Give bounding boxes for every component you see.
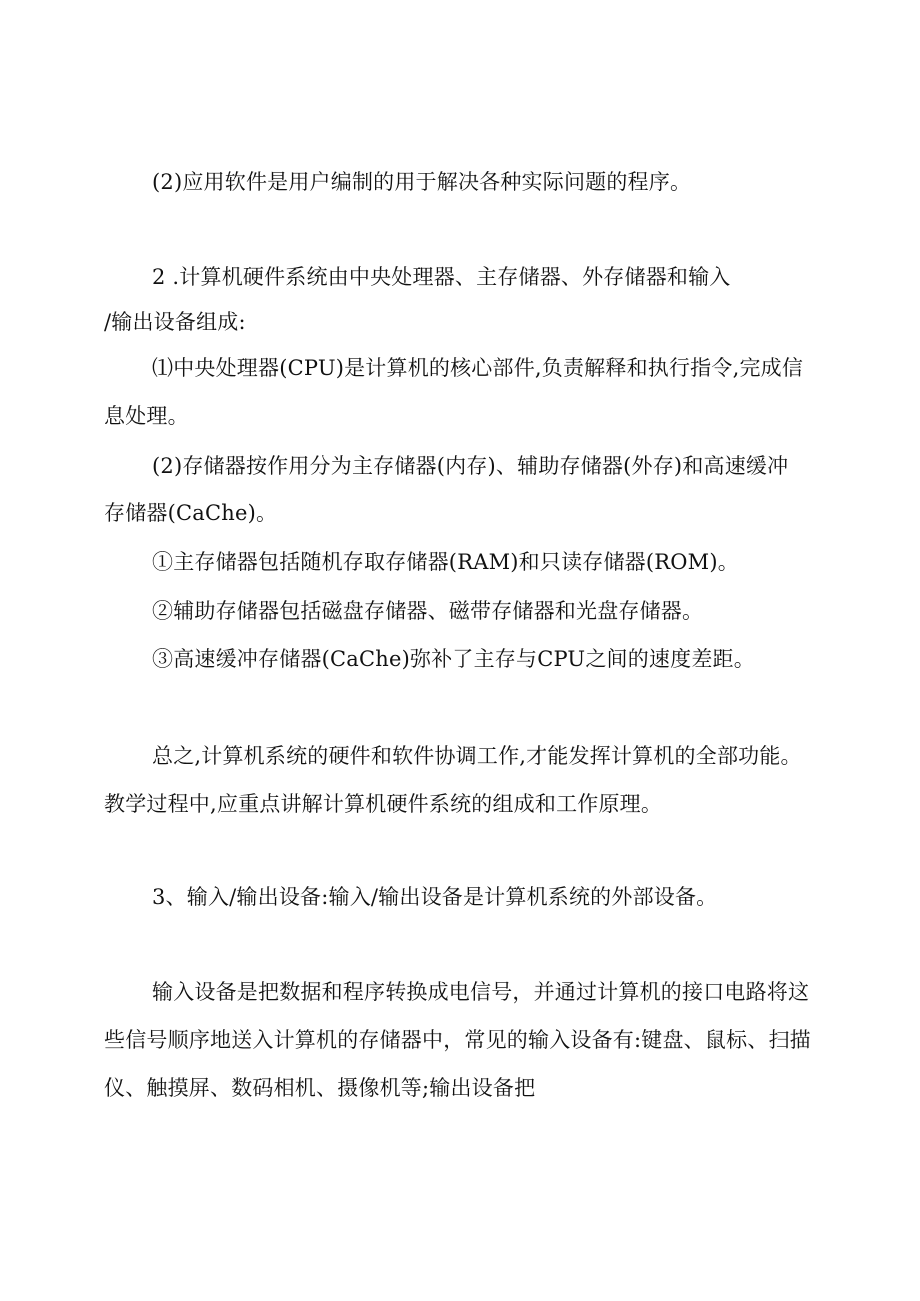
paragraph-line-7: 存储器(CaChe)。 bbox=[104, 501, 278, 525]
paragraph-line-3: /输出设备组成: bbox=[104, 310, 246, 334]
list-item-ram-rom: ①主存储器包括随机存取存储器(RAM)和只读存储器(ROM)。 bbox=[152, 550, 739, 574]
paragraph-line-2: 2 .计算机硬件系统由中央处理器、主存储器、外存储器和输入 bbox=[152, 265, 731, 289]
section-heading-io-devices: 3、输入/输出设备:输入/输出设备是计算机系统的外部设备。 bbox=[152, 885, 718, 909]
paragraph-line-6: (2)存储器按作用分为主存储器(内存)、辅助存储器(外存)和高速缓冲 bbox=[152, 454, 789, 478]
paragraph-line-1: (2)应用软件是用户编制的用于解决各种实际问题的程序。 bbox=[152, 170, 692, 194]
paragraph-io-line-2: 些信号顺序地送入计算机的存储器中，常见的输入设备有:键盘、鼠标、扫描 bbox=[104, 1028, 811, 1052]
list-item-cache: ③高速缓冲存储器(CaChe)弥补了主存与CPU之间的速度差距。 bbox=[152, 647, 755, 671]
paragraph-io-line-3: 仪、触摸屏、数码相机、摄像机等;输出设备把 bbox=[104, 1076, 536, 1100]
summary-line-2: 教学过程中,应重点讲解计算机硬件系统的组成和工作原理。 bbox=[104, 792, 663, 816]
summary-line-1: 总之,计算机系统的硬件和软件协调工作,才能发挥计算机的全部功能。 bbox=[152, 744, 802, 768]
paragraph-io-line-1: 输入设备是把数据和程序转换成电信号，并通过计算机的接口电路将这 bbox=[152, 980, 810, 1004]
paragraph-line-4: ⑴中央处理器(CPU)是计算机的核心部件,负责解释和执行指令,完成信 bbox=[152, 356, 804, 380]
list-item-auxiliary-storage: ②辅助存储器包括磁盘存储器、磁带存储器和光盘存储器。 bbox=[152, 599, 704, 623]
paragraph-line-5: 息处理。 bbox=[104, 404, 189, 428]
